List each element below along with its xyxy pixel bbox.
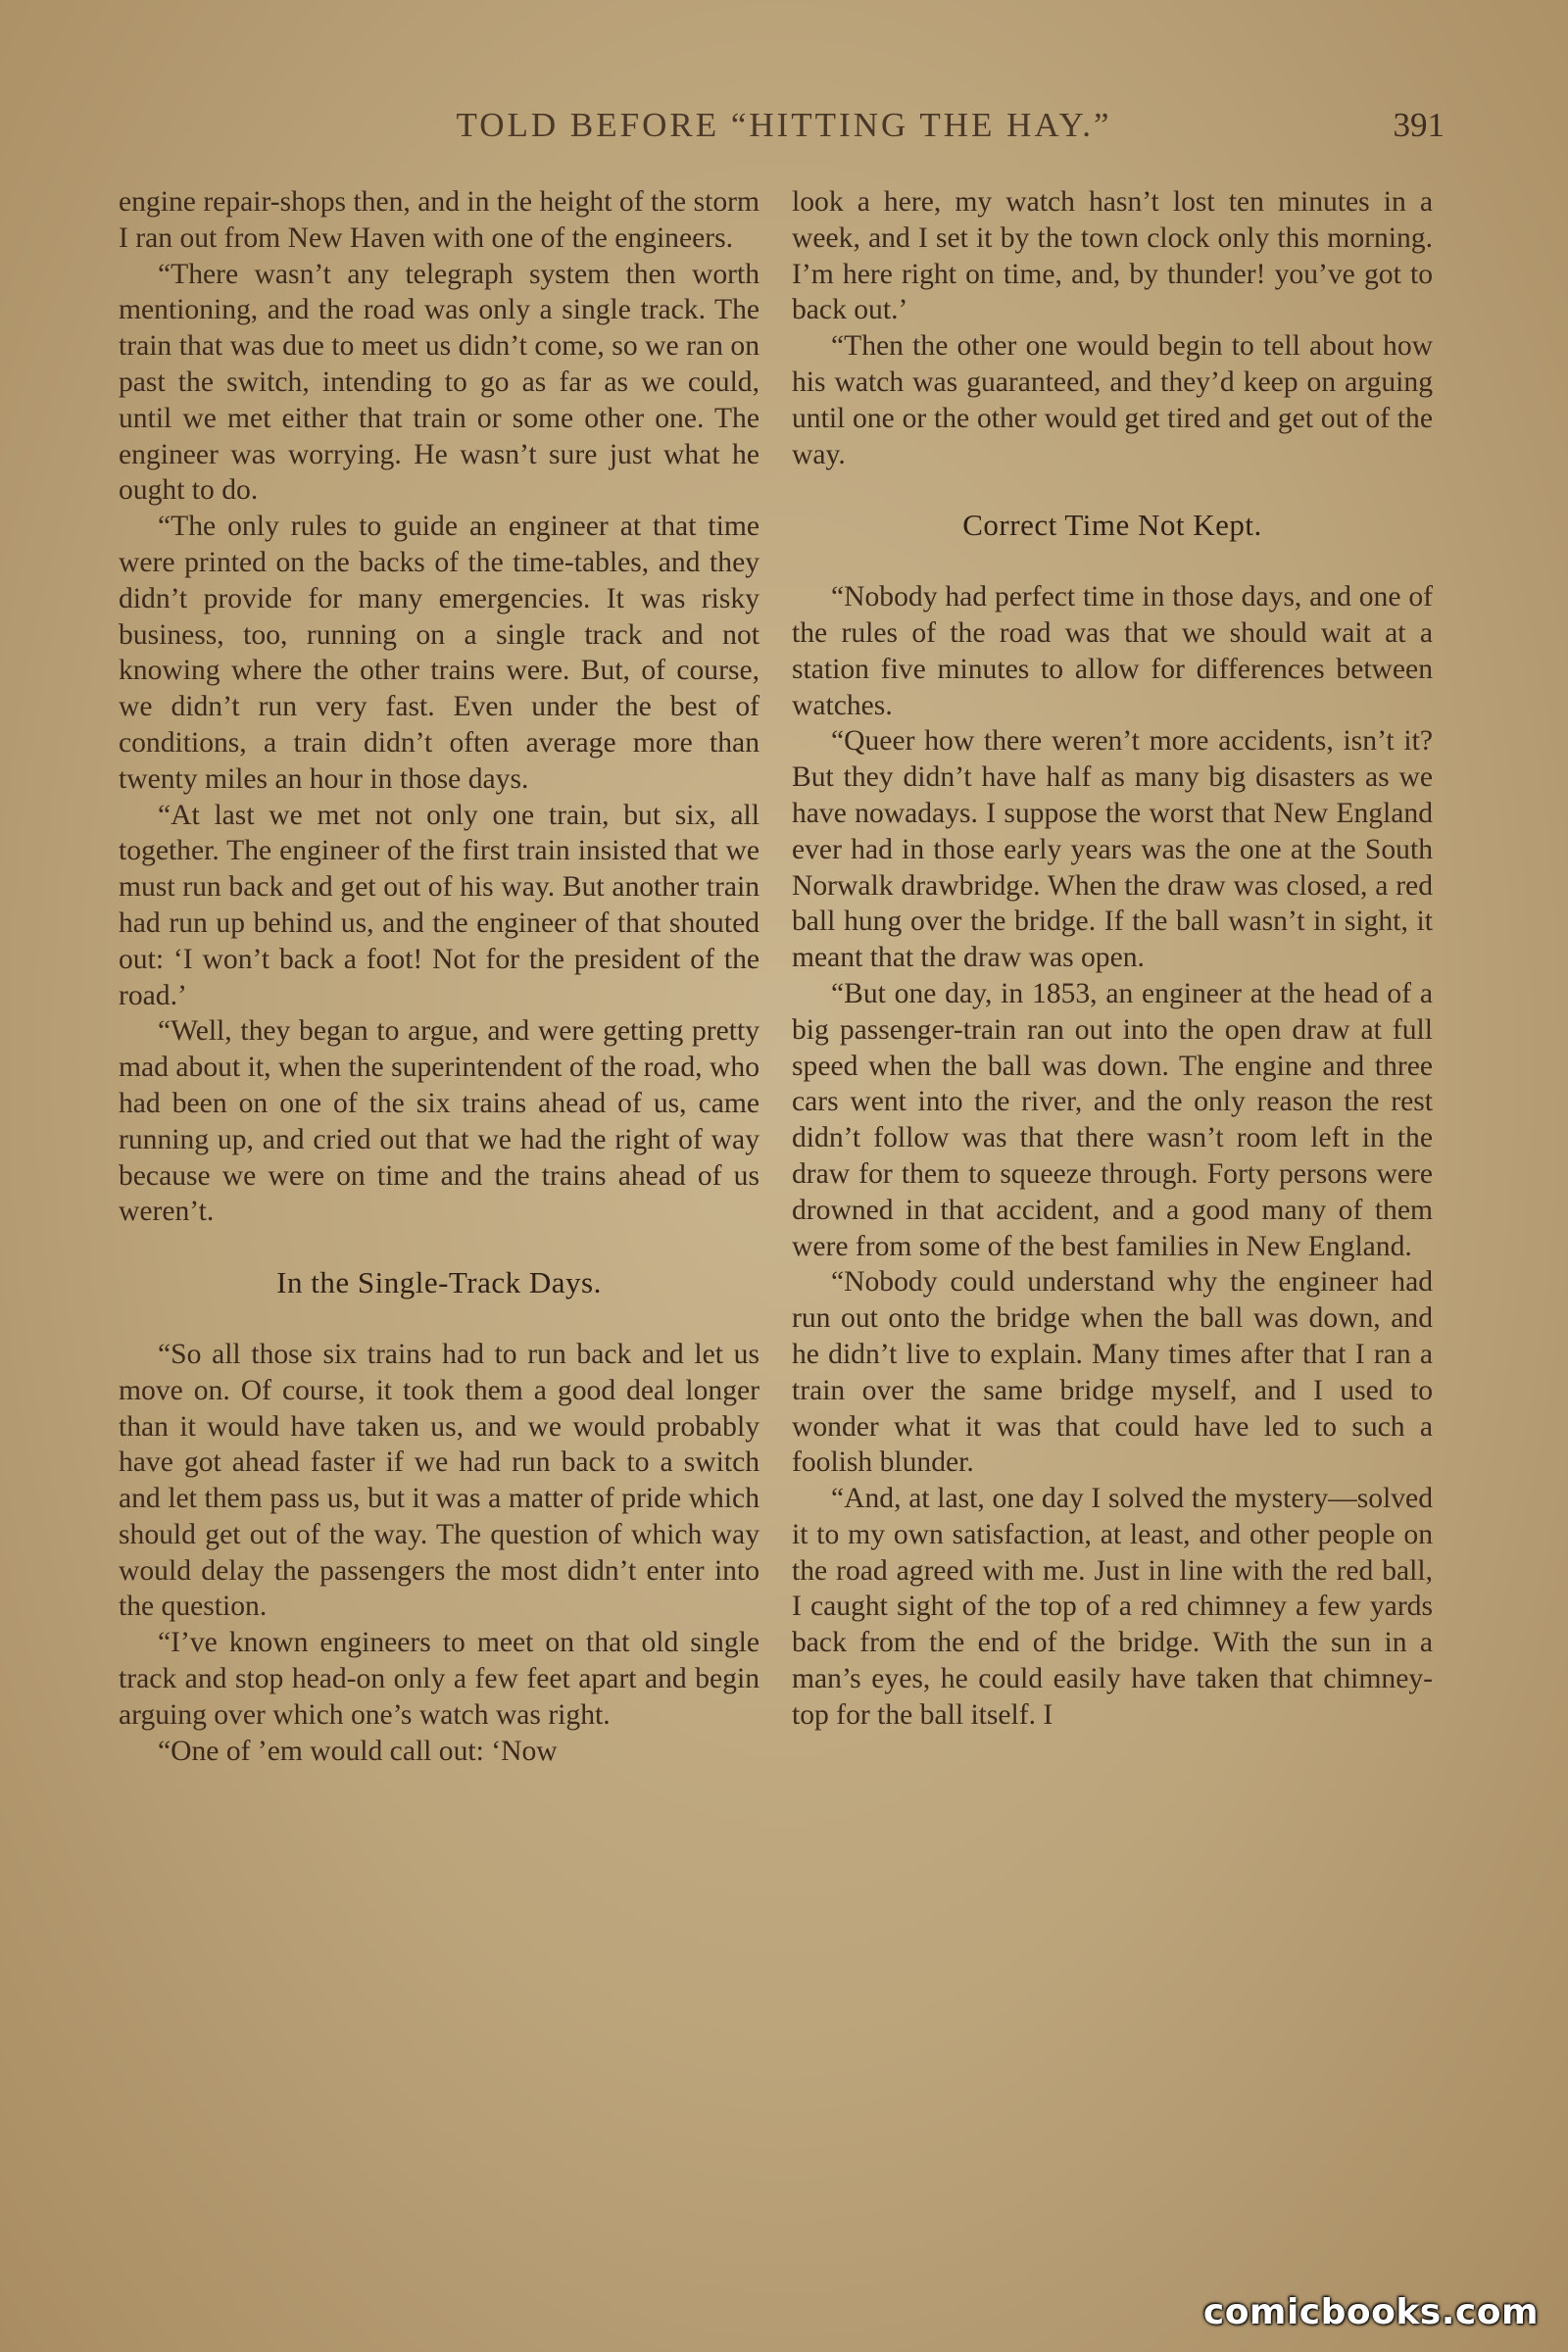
paragraph: “The only rules to guide an engineer at that time were printed on the backs of the time-tables, and they didn’t provide for many emergencies. It was risky business, too, running on a single track and not knowing where the other trains were. But, of course, we didn’t run very fast. Even under the best of conditions, a train didn’t often average more than twenty miles an hour in those days. bbox=[119, 511, 760, 795]
paragraph: “Then the other one would begin to tell about how his watch was guaranteed, and they’d keep on arguing until one or the other would get tired and get out of the way. bbox=[792, 330, 1433, 470]
paragraph: “And, at last, one day I solved the mystery—solved it to my own satisfaction, at least, and other people on the road agreed with me. Just in line with the red ball, I caught sight of the top of a red chimney a few yards back from the end of the bridge. With the sun in a man’s eyes, he could easily have taken that chimney-top for the ball itself. I bbox=[792, 1483, 1433, 1731]
paragraph: “Nobody had perfect time in those days, and one of the rules of the road was that we should wait at a station five minutes to allow for differences between watches. bbox=[792, 581, 1433, 721]
page-header bbox=[118, 106, 1450, 157]
section-heading: Correct Time Not Kept. bbox=[962, 508, 1262, 543]
right-column bbox=[792, 184, 1433, 1734]
paragraph: “So all those six trains had to run back and let us move on. Of course, it took them a good deal longer than it would have taken us, and we would probably have got ahead faster if we had run back to a switch and let them pass us, but it was a matter of pride which should get out of the way. The question of which way would delay the passengers the most didn’t enter into the question. bbox=[119, 1338, 760, 1623]
paragraph: “Nobody could understand why the engineer had run out onto the bridge when the ball was down, and he didn’t live to explain. Many times after that I ran a train over the same bridge myself, and I used to wonder what it was that could have led to such a foolish blunder. bbox=[792, 1266, 1433, 1479]
paragraph: “At last we met not only one train, but six, all together. The engineer of the first train insisted that we must run back and get out of his way. But another train had run up behind us, and the engineer of that shouted out: ‘I won’t back a foot! Not for the president of the road.’ bbox=[119, 799, 760, 1011]
page-number: 391 bbox=[1393, 106, 1445, 144]
paragraph: “I’ve known engineers to meet on that old single track and stop head-on only a few feet apart and begin arguing over which one’s watch was right. bbox=[119, 1627, 760, 1731]
watermark: comicbooks.com bbox=[1202, 2292, 1539, 2332]
paragraph: “One of ’em would call out: ‘Now bbox=[158, 1735, 558, 1767]
paragraph: “But one day, in 1853, an engineer at the head of a big passenger-train ran out into the open draw at full speed when the ball was down. The engine and three cars went into the river, and the only reason the rest didn’t follow was that there wasn’t room left in the draw for them to squeeze through. Forty persons were drowned in that accident, and a good many of them were from some of the best families in New England. bbox=[792, 977, 1433, 1262]
paragraph: “There wasn’t any telegraph system then worth mentioning, and the road was only a single track. The train that was due to meet us didn’t come, so we ran on past the switch, intending to go as far as we could, until we met either that train or some other one. The engineer was worrying. He wasn’t sure just what he ought to do. bbox=[119, 258, 760, 507]
section-heading: In the Single-Track Days. bbox=[276, 1265, 602, 1300]
paragraph: “Well, they began to argue, and were getting pretty mad about it, when the superintendent of the road, who had been on one of the six trains ahead of us, came running up, and cried out that we had the right of way because we were on time and the trains ahead of us weren’t. bbox=[119, 1015, 760, 1228]
paragraph: “Queer how there weren’t more accidents, isn’t it? But they didn’t have half as many big disasters as we have nowadays. I suppose the worst that New England ever had in those early years was the one at the South Norwalk drawbridge. When the draw was closed, a red ball hung over the bridge. If the ball wasn’t in sight, it meant that the draw was open. bbox=[792, 725, 1433, 974]
left-column bbox=[119, 184, 760, 1769]
running-head: TOLD BEFORE “HITTING THE HAY.” bbox=[456, 106, 1112, 144]
paragraph: engine repair-shops then, and in the height of the storm I ran out from New Haven with one of the engineers. bbox=[119, 186, 760, 254]
paragraph: look a here, my watch hasn’t lost ten minutes in a week, and I set it by the town clock only this morning. I’m here right on time, and, by thunder! you’ve got to back out.’ bbox=[792, 186, 1433, 326]
